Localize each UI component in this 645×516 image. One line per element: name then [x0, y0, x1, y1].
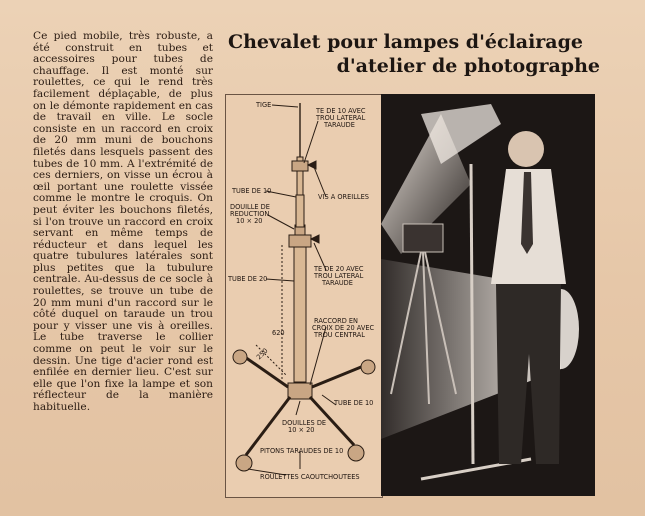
- stand-diagram-drawing: [226, 95, 382, 497]
- caster-4: [348, 445, 364, 461]
- article-body: Ce pied mobile, très robuste, a été construit en tubes et accessoires pour tubes de chauffage. Il est monté sur roulettes, ce qui le rend très facilement déplaçable, de plus on le démonte rapidement en cas de travail en ville. Le socle consiste en un raccord en croix de 20 mm muni de bouchons filetés dans lesquels passent des tubes de 10 mm. A l'extrémité de ces derniers, on visse un écrou à œil portant une roulette vissée comme le montre le croquis. On peut éviter les bouchons filetés, si l'on trouve un raccord en croix servant en même temps de réducteur et dans lequel les quatre tubulures latérales sont plus petites que la tubulure centrale. Au-dessus de ce socle à roulettes, se trouve un tube de 20 mm muni d'un raccord sur le côté duquel on taraude un trou pour y visser une vis à oreilles. Le tube traverse le collier comme on peut le voir sur le dessin. Une tige d'acier rond est enfilée en dernier lieu. C'est sur elle que l'on fixe la lampe et son réflecteur de la manière habituelle.: [33, 30, 213, 413]
- photographer-illustration: [381, 94, 595, 496]
- label-te20-b: TROU LATERAL: [314, 272, 364, 280]
- photographer-illustration-drawing: [381, 94, 595, 496]
- cross-fitting: [288, 383, 312, 399]
- label-tube20: TUBE DE 20: [228, 275, 268, 283]
- title-line-1: Chevalet pour lampes d'éclairage: [228, 31, 583, 53]
- label-raccord-c: TROU CENTRAL: [314, 331, 365, 339]
- caster-3: [236, 455, 252, 471]
- photographer-head: [508, 131, 544, 167]
- stand-diagram: [225, 94, 383, 498]
- label-tige: TIGE: [256, 101, 272, 109]
- label-raccord-a: RACCORD EN: [314, 317, 358, 325]
- tube-20: [294, 237, 306, 382]
- label-douille-b: REDUCTION: [230, 210, 270, 218]
- label-dim620: 620: [272, 329, 285, 337]
- tee-20: [289, 235, 311, 247]
- caster-2: [361, 360, 375, 374]
- label-te20-c: TARAUDE: [322, 279, 353, 287]
- label-tube10-bottom: TUBE DE 10: [334, 399, 374, 407]
- label-raccord-b: CROIX DE 20 AVEC: [312, 324, 375, 332]
- leg-back-right: [312, 365, 366, 387]
- label-vis: VIS A OREILLES: [318, 193, 369, 201]
- label-douille-c: 10 × 20: [236, 217, 263, 225]
- label-douilles-b: 10 × 20: [288, 426, 315, 434]
- leg-back-left: [242, 355, 288, 387]
- wing-screw-lower: [311, 235, 319, 243]
- label-douille-a: DOUILLE DE: [230, 203, 270, 211]
- article-title: [228, 30, 608, 78]
- label-te10-c: TARAUDE: [324, 121, 355, 129]
- label-te10-b: TROU LATERAL: [316, 114, 366, 122]
- label-te10-a: TE DE 10 AVEC: [316, 107, 366, 115]
- label-tube10-top: TUBE DE 10: [232, 187, 272, 195]
- label-douilles-a: DOUILLES DE: [282, 419, 327, 427]
- lamp-stand-pole: [471, 164, 473, 464]
- label-te20-a: TE DE 20 AVEC: [314, 265, 364, 273]
- camera: [403, 224, 443, 252]
- label-roulettes: ROULETTES CAOUTCHOUTEES: [260, 473, 360, 481]
- caster-1: [233, 350, 247, 364]
- label-dim250: 250: [254, 346, 270, 362]
- title-line-2: d'atelier de photographe: [336, 55, 600, 77]
- label-pitons: PITONS TARAUDES DE 10: [260, 447, 344, 455]
- tee-10: [292, 161, 308, 171]
